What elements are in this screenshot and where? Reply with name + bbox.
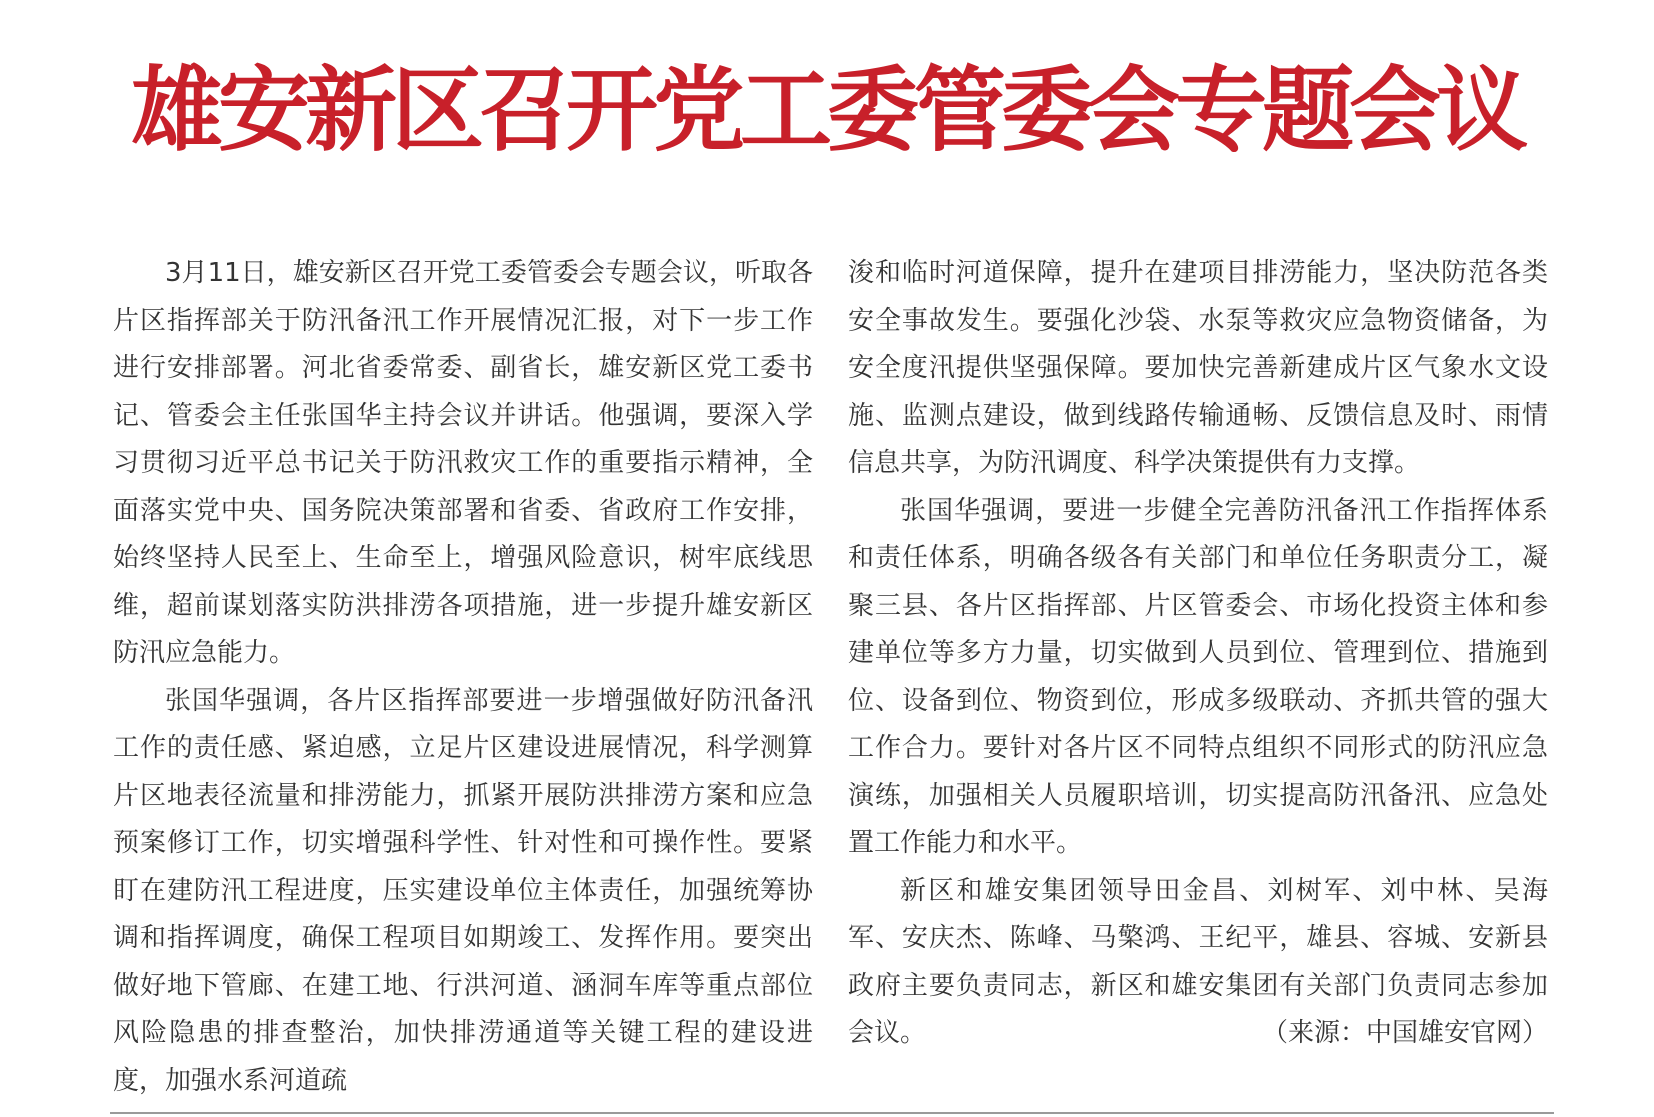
paragraph-2-continued: 浚和临时河道保障，提升在建项目排涝能力，坚决防范各类安全事故发生。要强化沙袋、水泵等救灾应急物资储备，为安全度汛提供坚强保障。要加快完善新建成片区气象水文设施、监测点建设，做到线路传输通畅、反馈信息及时、雨情信息共享，为防汛调度、科学决策提供有力支撑。 <box>848 258 1548 478</box>
paragraph-1: 3月11日，雄安新区召开党工委管委会专题会议，听取各片区指挥部关于防汛备汛工作开展情况汇报，对下一步工作进行安排部署。河北省委常委、副省长，雄安新区党工委书记、管委会主任张国华主持会议并讲话。他强调，要深入学习贯彻习近平总书记关于防汛救灾工作的重要指示精神，全面落实党中央、国务院决策部署和省委、省政府工作安排，始终坚持人民至上、生命至上，增强风险意识，树牢底线思维，超前谋划落实防洪排涝各项措施，进一步提升雄安新区防汛应急能力。 <box>113 258 813 668</box>
source-credit: （来源：中国雄安官网） <box>1261 1018 1548 1048</box>
bottom-divider <box>110 1112 1554 1114</box>
paragraph-4-text: 新区和雄安集团领导田金昌、刘树军、刘中林、吴海军、安庆杰、陈峰、马檠鸿、王纪平，雄县、容城、安新县政府主要负责同志，新区和雄安集团有关部门负责同志参加会议。 <box>848 875 1548 1048</box>
article-column-right <box>848 250 1548 1058</box>
article-column-left <box>113 250 813 1105</box>
paragraph-2: 张国华强调，各片区指挥部要进一步增强做好防汛备汛工作的责任感、紧迫感，立足片区建设进展情况，科学测算片区地表径流量和排涝能力，抓紧开展防洪排涝方案和应急预案修订工作，切实增强科学性、针对性和可操作性。要紧盯在建防汛工程进度，压实建设单位主体责任，加强统筹协调和指挥调度，确保工程项目如期竣工、发挥作用。要突出做好地下管廊、在建工地、行洪河道、涵洞车库等重点部位风险隐患的排查整治，加快排涝通道等关键工程的建设进度，加强水系河道疏 <box>113 685 813 1096</box>
headline: 雄安新区召开党工委管委会专题会议 <box>130 56 1523 164</box>
paragraph-4 <box>848 868 1548 1058</box>
paragraph-3: 张国华强调，要进一步健全完善防汛备汛工作指挥体系和责任体系，明确各级各有关部门和单位任务职责分工，凝聚三县、各片区指挥部、片区管委会、市场化投资主体和参建单位等多方力量，切实做到人员到位、管理到位、措施到位、设备到位、物资到位，形成多级联动、齐抓共管的强大工作合力。要针对各片区不同特点组织不同形式的防汛应急演练，加强相关人员履职培训，切实提高防汛备汛、应急处置工作能力和水平。 <box>848 495 1548 858</box>
